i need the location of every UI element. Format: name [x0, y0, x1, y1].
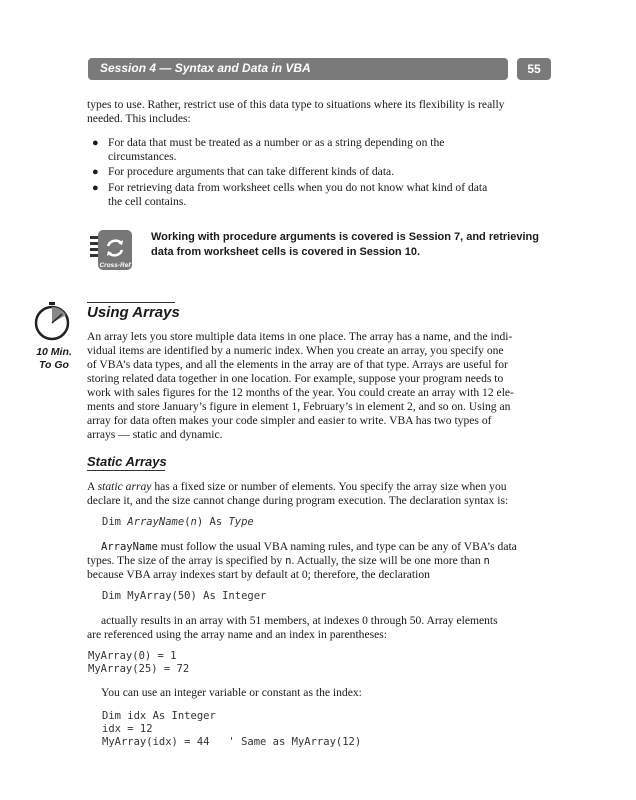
cross-ref-label: Cross-Ref [99, 262, 131, 269]
header-title: Session 4 — Syntax and Data in VBA [100, 61, 311, 75]
heading-static-arrays: Static Arrays [87, 454, 167, 469]
code-syntax: Dim ArrayName(n) As Type [102, 516, 254, 528]
header-bar [88, 58, 508, 80]
bullet-dot-1: ● [92, 137, 99, 149]
heading-using-arrays: Using Arrays [87, 304, 180, 321]
cross-ref-note: Working with procedure arguments is covered is Session 7, and retrieving data from worksheet cells is covered in Session 10. [151, 231, 539, 258]
code-index-variable: Dim idx As Integer idx = 12 MyArray(idx) = 44 ' Same as MyArray(12) [102, 710, 362, 748]
intro-line-1: types to use. Rather, restrict use of this data type to situations where its flexibility is really [87, 98, 505, 111]
bullet-item-2: For procedure arguments that can take different kinds of data. [108, 165, 395, 178]
bullet-dot-3: ● [92, 182, 99, 194]
intro-paragraph [87, 98, 552, 126]
code-dim-myarray: Dim MyArray(50) As Integer [102, 590, 267, 602]
static-arrays-paragraph-1: A static array has a fixed size or number of elements. You specify the array size when you declare it, and the size cannot change during program execution. The declaration syntax is: [87, 480, 509, 507]
static-arrays-paragraph-2: ArrayName must follow the usual VBA naming rules, and type can be any of VBA’s data types. The size of the array is specified by n. Actually, the size will be one more than n because VBA array indexes start by default at 0; therefore, the declaration [87, 540, 517, 581]
static-arrays-paragraph-4: You can use an integer variable or constant as the index: [101, 686, 362, 699]
using-arrays-paragraph: An array lets you store multiple data items in one place. The array has a name, and the indi- vidual items are identified by a numeric index. When you create an array, you specify one of VBA’s data types, and all the elements in the array are of that type. Arrays are useful for storing related data together in one location. For example, suppose your program needs to work with sales figures for the 12 months of the year. You could create an array with 12 ele- ments and store January’s figure in element 1, February’s in element 2, and so on. Using an array for data often makes your code simpler and easier to write. VBA has two types of arrays — static and dynamic. [87, 330, 514, 441]
stopwatch-icon [33, 300, 73, 342]
intro-line-2: needed. This includes: [87, 112, 191, 125]
time-remaining-label: 10 Min. To Go [36, 346, 72, 371]
bullet-item-3: For retrieving data from worksheet cells when you do not know what kind of data the cell contains. [108, 181, 488, 208]
static-arrays-paragraph-3: actually results in an array with 51 members, at indexes 0 through 50. Array elements are referenced using the array name and an index in parentheses: [87, 614, 498, 641]
bullet-item-1: For data that must be treated as a number or as a string depending on the circumstances. [108, 136, 445, 163]
bullet-dot-2: ● [92, 166, 99, 178]
term-static-array: static array [97, 480, 152, 493]
code-array-assign: MyArray(0) = 1 MyArray(25) = 72 [88, 650, 190, 675]
cross-ref-icon [88, 228, 134, 272]
page-number: 55 [517, 58, 551, 80]
